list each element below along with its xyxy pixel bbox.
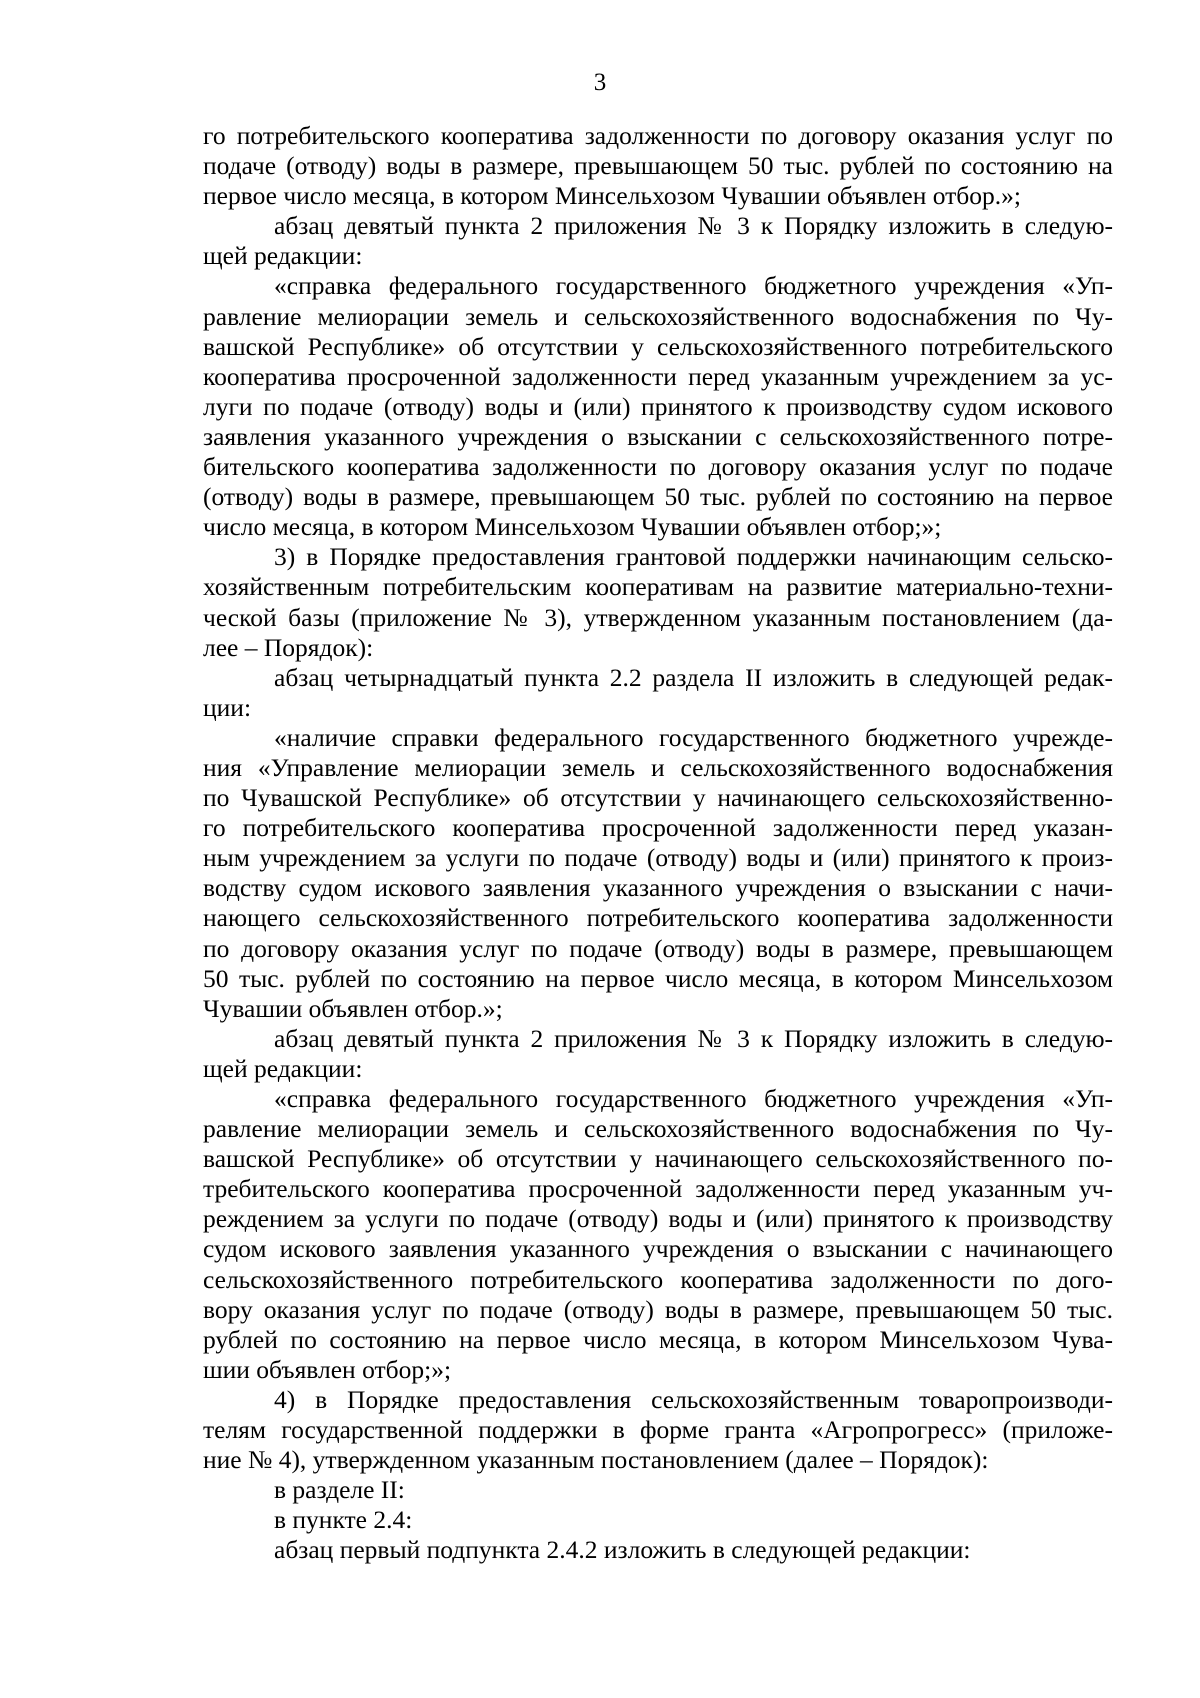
text-line: щей редакции: [203, 241, 363, 271]
text-line: реждением за услуги по подаче (отводу) воды и (или) принятого к производству [203, 1204, 1113, 1234]
document-body [203, 121, 1113, 1566]
text-line: (отводу) воды в размере, превышающем 50 тыс. рублей по состоянию на первое [203, 482, 1113, 512]
text-line: телям государственной поддержки в форме гранта «Агропрогресс» (приложе- [203, 1415, 1113, 1445]
text-line: щей редакции: [203, 1053, 363, 1083]
text-line: го потребительского кооператива просроченной задолженности перед указан- [203, 813, 1113, 843]
text-line: по Чувашской Республике» об отсутствии у начинающего сельскохозяйственно- [203, 783, 1113, 813]
text-line: по договору оказания услуг по подаче (отводу) воды в размере, превышающем [203, 933, 1113, 963]
text-line: кооператива просроченной задолженности перед указанным учреждением за ус- [203, 361, 1113, 391]
text-line: судом искового заявления указанного учреждения о взыскании с начинающего [203, 1234, 1113, 1264]
text-line: ным учреждением за услуги по подаче (отводу) воды и (или) принятого к произ- [203, 843, 1113, 873]
text-line: луги по подаче (отводу) воды и (или) принятого к производству судом искового [203, 391, 1113, 421]
text-line: ции: [203, 692, 252, 722]
text-line: вашской Республике» об отсутствии у начинающего сельскохозяйственного по- [203, 1144, 1113, 1174]
text-line: число месяца, в котором Минсельхозом Чувашии объявлен отбор;»; [203, 512, 942, 542]
text-line: ния «Управление мелиорации земель и сельскохозяйственного водоснабжения [203, 752, 1113, 782]
text-line: «наличие справки федерального государственного бюджетного учрежде- [274, 722, 1113, 752]
text-line: вашской Республике» об отсутствии у сельскохозяйственного потребительского [203, 331, 1113, 361]
text-line: сельскохозяйственного потребительского кооператива задолженности по дого- [203, 1264, 1113, 1294]
text-line: водству судом искового заявления указанного учреждения о взыскании с начи- [203, 873, 1113, 903]
text-line: бительского кооператива задолженности по договору оказания услуг по подаче [203, 452, 1113, 482]
text-line: ние № 4), утвержденном указанным постановлением (далее – Порядок): [203, 1445, 989, 1475]
text-line: «справка федерального государственного бюджетного учреждения «Уп- [274, 271, 1113, 301]
text-line: ческой базы (приложение № 3), утвержденном указанным постановлением (да- [203, 602, 1113, 632]
text-line: заявления указанного учреждения о взыскании с сельскохозяйственного потре- [203, 421, 1113, 451]
text-line: го потребительского кооператива задолженности по договору оказания услуг по [203, 121, 1113, 150]
text-line: вору оказания услуг по подаче (отводу) воды в размере, превышающем 50 тыс. [203, 1294, 1113, 1324]
text-line: нающего сельскохозяйственного потребительского кооператива задолженности [203, 903, 1113, 933]
text-line: лее – Порядок): [203, 632, 374, 662]
text-line: Чувашии объявлен отбор.»; [203, 993, 503, 1023]
text-line: первое число месяца, в котором Минсельхозом Чувашии объявлен отбор.»; [203, 181, 1021, 211]
text-line: подаче (отводу) воды в размере, превышающем 50 тыс. рублей по состоянию на [203, 151, 1113, 181]
text-line: абзац девятый пункта 2 приложения № 3 к Порядку изложить в следую- [274, 1023, 1113, 1053]
text-line: равление мелиорации земель и сельскохозяйственного водоснабжения по Чу- [203, 1114, 1113, 1144]
text-line: в разделе II: [274, 1475, 405, 1505]
text-line: равление мелиорации земель и сельскохозяйственного водоснабжения по Чу- [203, 301, 1113, 331]
text-line: 3) в Порядке предоставления грантовой поддержки начинающим сельско- [274, 542, 1113, 572]
text-line: шии объявлен отбор;»; [203, 1354, 452, 1384]
text-line: 50 тыс. рублей по состоянию на первое число месяца, в котором Минсельхозом [203, 963, 1113, 993]
text-line: абзац первый подпункта 2.4.2 изложить в следующей редакции: [274, 1535, 971, 1565]
text-line: абзац девятый пункта 2 приложения № 3 к Порядку изложить в следую- [274, 211, 1113, 241]
text-line: в пункте 2.4: [274, 1505, 413, 1535]
text-line: рублей по состоянию на первое число месяца, в котором Минсельхозом Чува- [203, 1324, 1113, 1354]
page-number: 3 [593, 69, 607, 96]
text-line: хозяйственным потребительским кооперативам на развитие материально-техни- [203, 572, 1113, 602]
text-line: абзац четырнадцатый пункта 2.2 раздела II изложить в следующей редак- [274, 662, 1113, 692]
text-line: 4) в Порядке предоставления сельскохозяйственным товаропроизводи- [274, 1384, 1113, 1414]
text-line: требительского кооператива просроченной задолженности перед указанным уч- [203, 1174, 1113, 1204]
text-line: «справка федерального государственного бюджетного учреждения «Уп- [274, 1084, 1113, 1113]
